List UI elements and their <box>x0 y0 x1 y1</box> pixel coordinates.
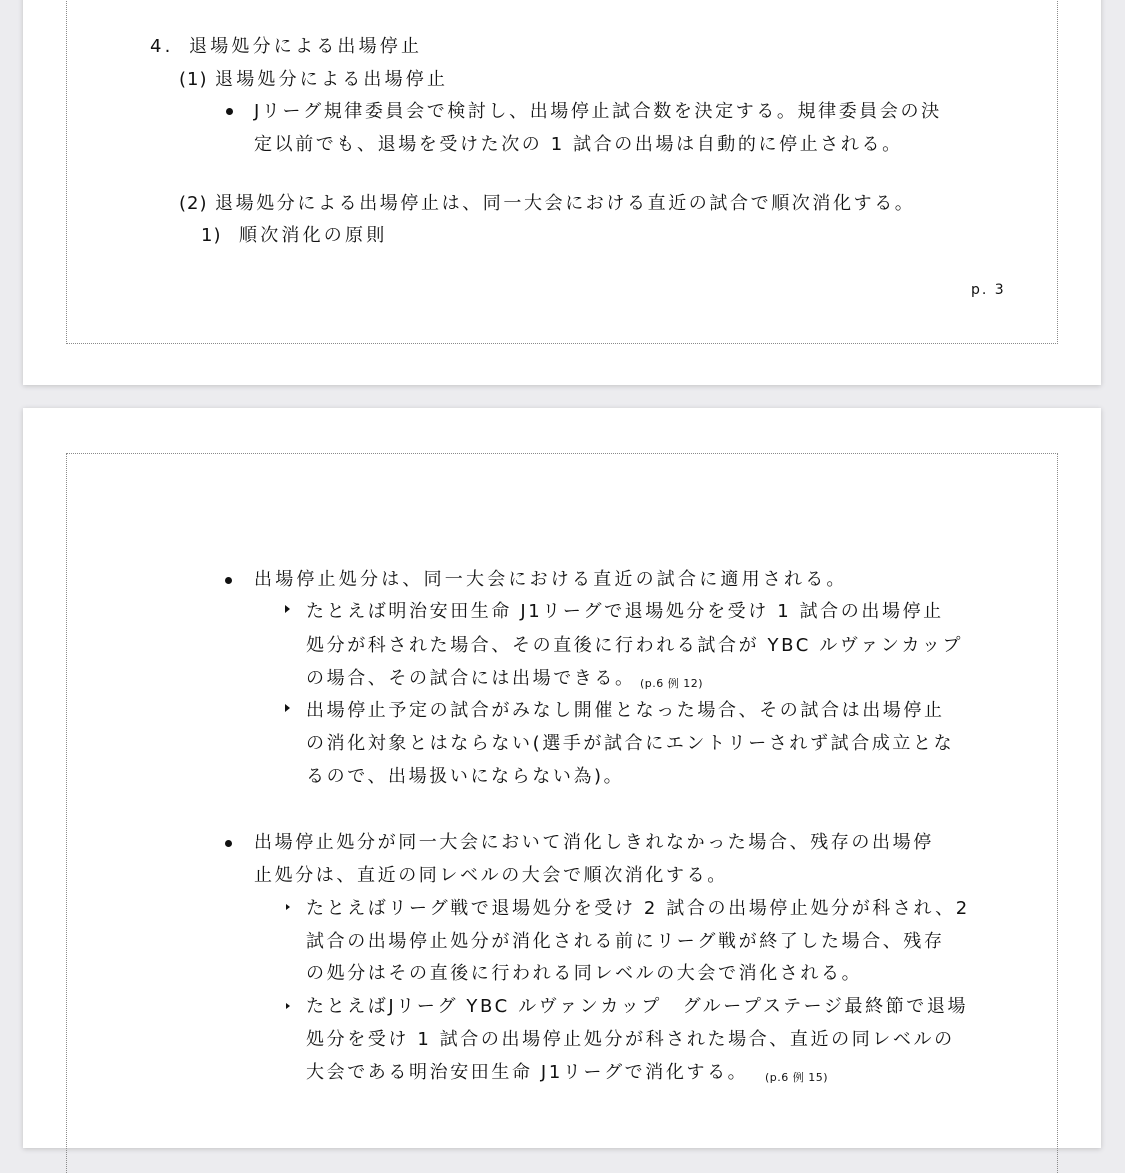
subsection-2-title: 退場処分による出場停止は、同一大会における直近の試合で順次消化する。 <box>215 193 916 214</box>
bullet-2-sub-2-line-1: たとえばJリーグ YBC ルヴァンカップ グループステージ最終節で退場 <box>306 996 969 1017</box>
document-page-3 <box>23 0 1101 385</box>
bullet-1-sub-1-line-2: 処分が科された場合、その直後に行われる試合が YBC ルヴァンカップ <box>306 635 964 656</box>
bullet-2-sub-1-line-1: たとえばリーグ戦で退場処分を受け 2 試合の出場停止処分が科され、2 <box>306 898 970 919</box>
page-number: p. 3 <box>971 282 1006 298</box>
bullet-icon <box>225 840 232 847</box>
bullet-1-text: 出場停止処分は、同一大会における直近の試合に適用される。 <box>254 569 848 590</box>
bullet-1-sub-1-reference: (p.6 例 12) <box>640 677 704 690</box>
bullet-2-line-2: 止処分は、直近の同レベルの大会で順次消化する。 <box>254 865 728 886</box>
bullet-2-sub-1-line-2: 試合の出場停止処分が消化される前にリーグ戦が終了した場合、残存 <box>306 931 945 952</box>
section-title: 退場処分による出場停止 <box>189 36 423 57</box>
bullet-2-sub-2-reference: (p.6 例 15) <box>765 1071 829 1084</box>
bullet-icon <box>226 108 233 115</box>
subsection-2-item-title: 順次消化の原則 <box>239 225 388 246</box>
bullet-2-sub-2-line-3: 大会である明治安田生命 J1リーグで消化する。 <box>306 1062 749 1083</box>
triangle-bullet-icon <box>286 1003 290 1009</box>
bullet-1-sub-1-line-3: の場合、その試合には出場できる。 <box>306 668 636 689</box>
bullet-2-line-1: 出場停止処分が同一大会において消化しきれなかった場合、残存の出場停 <box>254 832 934 853</box>
bullet-2-sub-2-line-2: 処分を受け 1 試合の出場停止処分が科された場合、直近の同レベルの <box>306 1029 955 1050</box>
triangle-bullet-icon <box>285 704 290 712</box>
bullet-1-sub-1-line-1: たとえば明治安田生命 J1リーグで退場処分を受け 1 試合の出場停止 <box>306 601 944 622</box>
bullet-icon <box>225 577 232 584</box>
bullet-1-sub-2-line-3: るので、出場扱いにならない為)。 <box>306 766 625 787</box>
bullet-1-sub-2-line-2: の消化対象とはならない(選手が試合にエントリーされず試合成立とな <box>306 733 955 754</box>
subsection-2-label: (2) <box>179 193 208 214</box>
triangle-bullet-icon <box>285 605 290 613</box>
subsection-1-bullet-line-2: 定以前でも、退場を受けた次の 1 試合の出場は自動的に停止される。 <box>254 134 903 155</box>
triangle-bullet-icon <box>286 904 290 910</box>
section-number: 4. <box>150 36 174 57</box>
subsection-1-label: (1) <box>179 69 208 90</box>
subsection-1-bullet-line-1: Jリーグ規律委員会で検討し、出場停止試合数を決定する。規律委員会の決 <box>254 101 942 122</box>
bullet-2-sub-1-line-3: の処分はその直後に行われる同レベルの大会で消化される。 <box>306 963 863 984</box>
bullet-1-sub-2-line-1: 出場停止予定の試合がみなし開催となった場合、その試合は出場停止 <box>306 700 945 721</box>
subsection-2-item-label: 1) <box>201 225 222 246</box>
subsection-1-title: 退場処分による出場停止 <box>215 69 449 90</box>
document-page-4 <box>23 408 1101 1148</box>
